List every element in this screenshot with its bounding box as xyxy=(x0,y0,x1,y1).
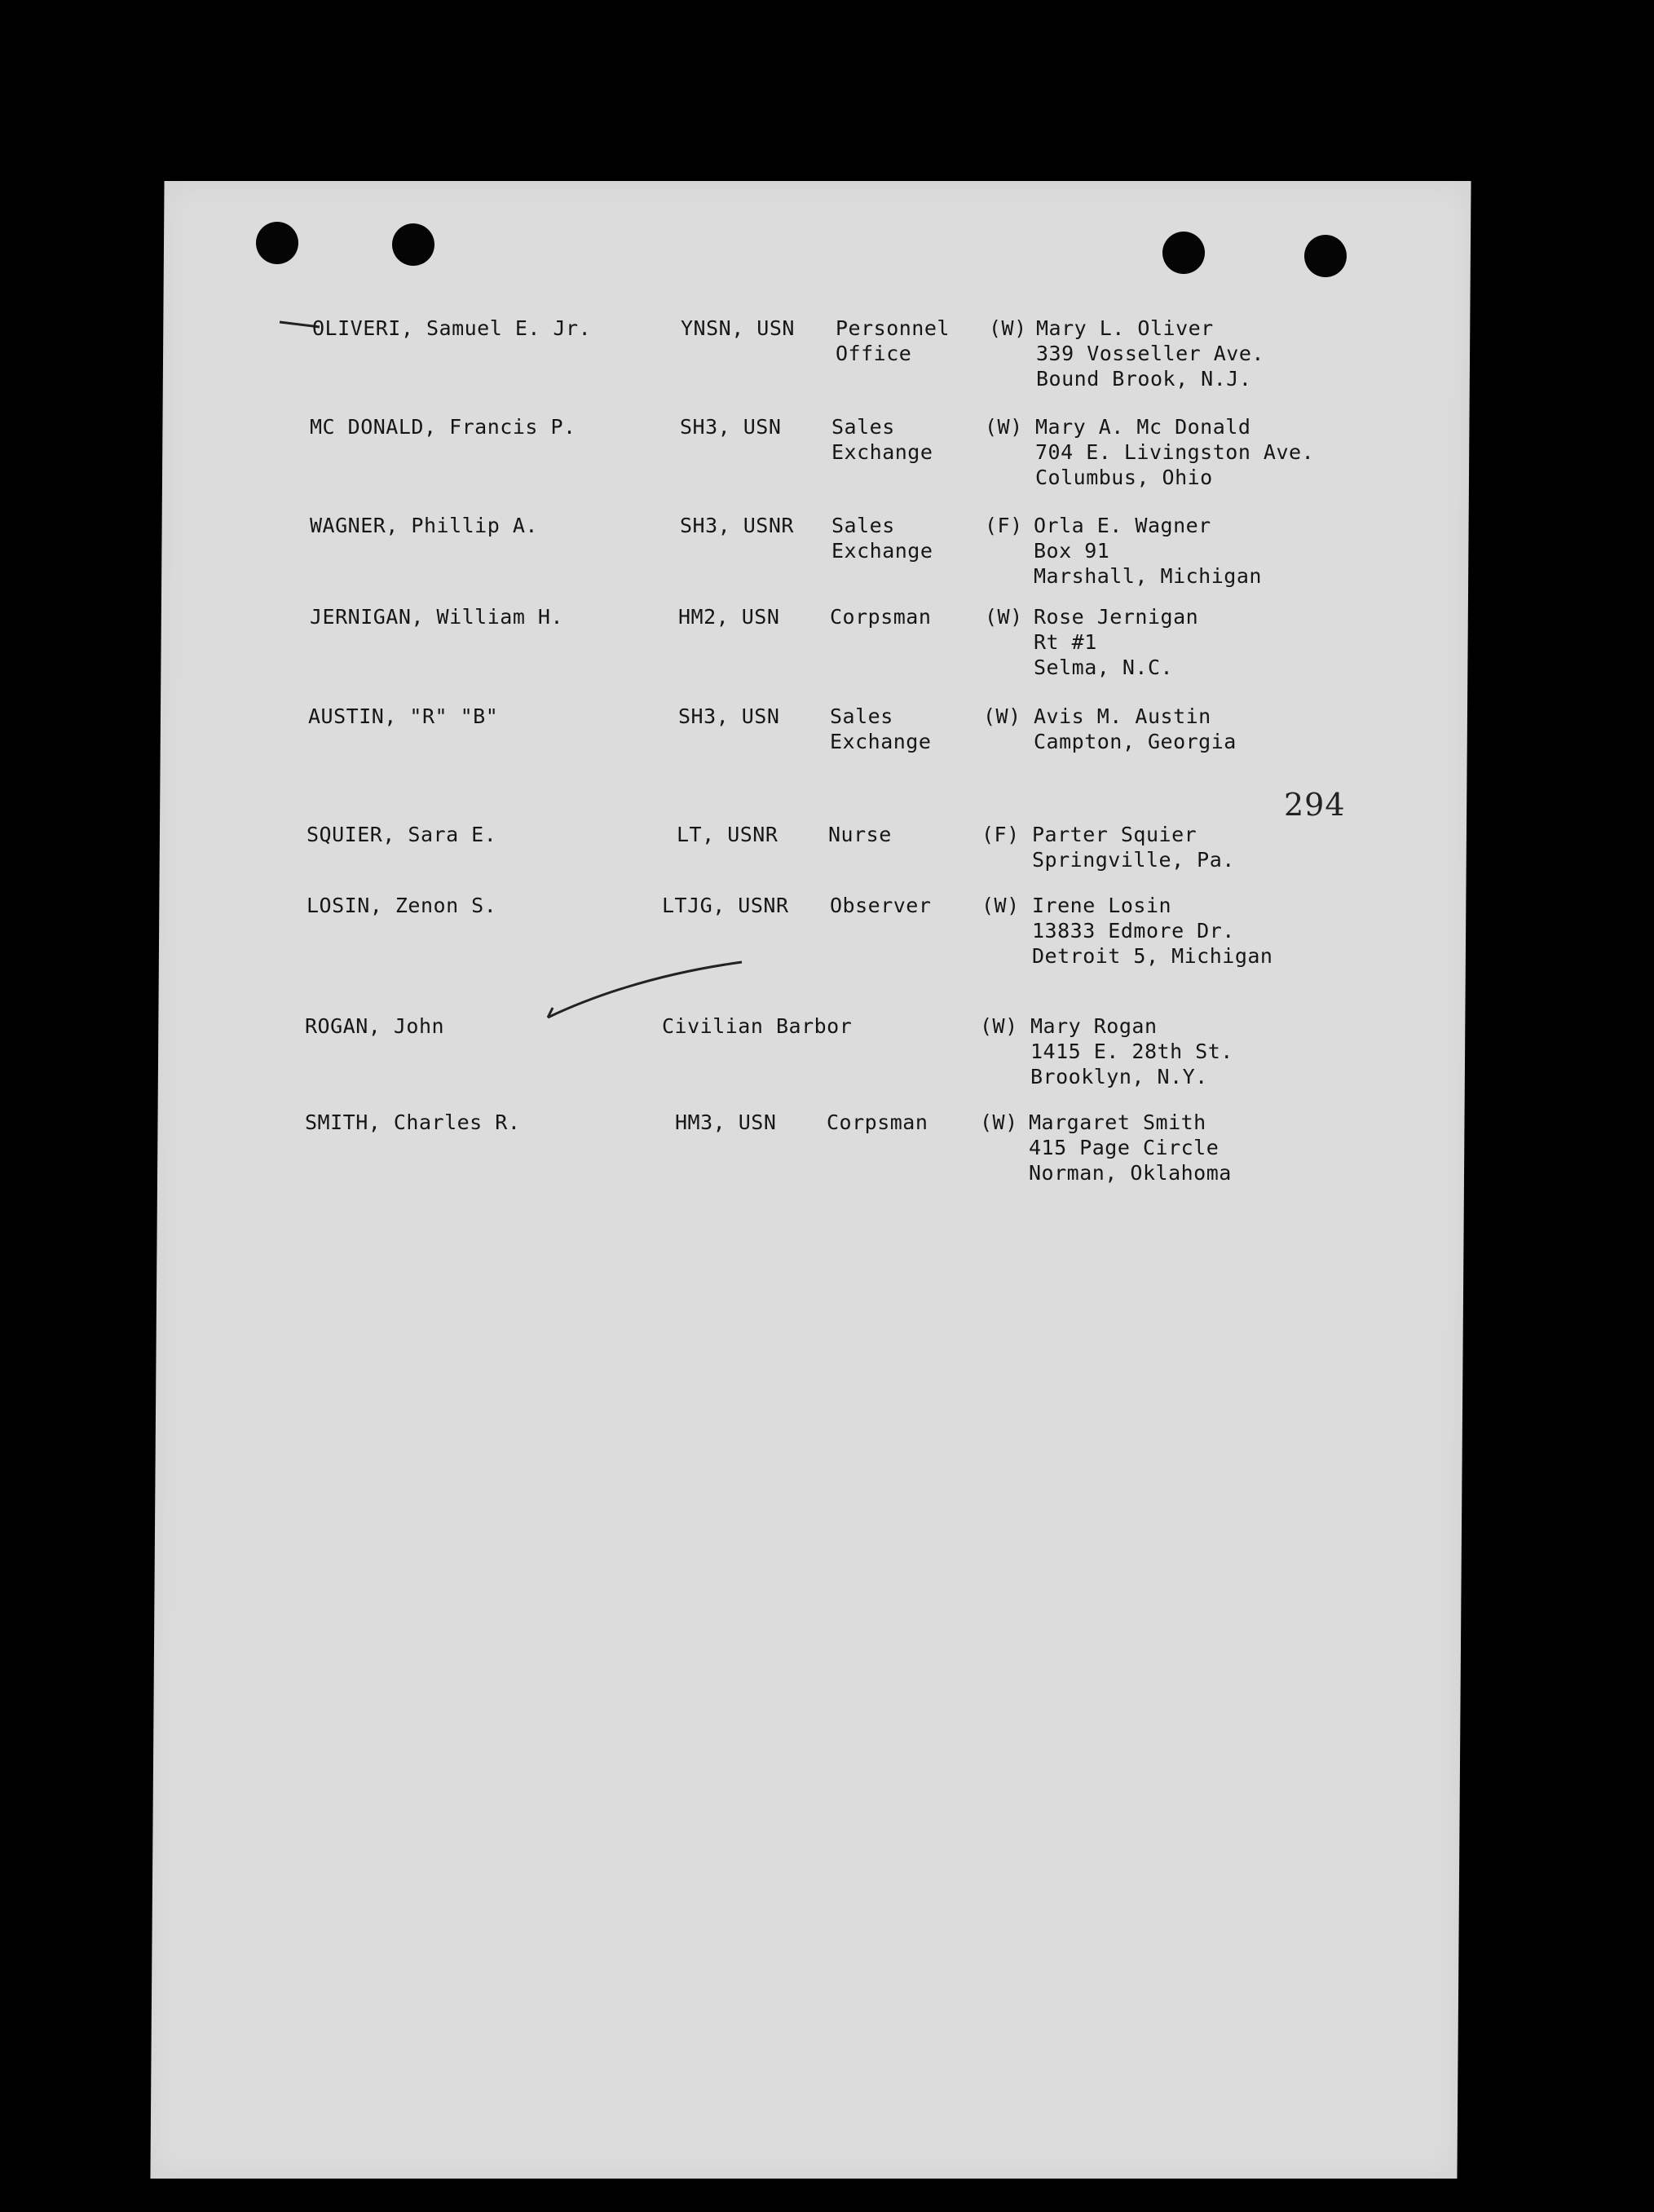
entry-relation: (W) xyxy=(980,1014,1018,1038)
address-line: 13833 Edmore Dr. xyxy=(1032,919,1235,943)
duty-line: Sales xyxy=(830,704,893,728)
entry-name: ROGAN, John xyxy=(305,1014,445,1038)
page-number: 294 xyxy=(1284,787,1346,823)
entry-rank: SH3, USN xyxy=(680,415,782,439)
address-line: Marshall, Michigan xyxy=(1034,564,1262,588)
address-line: 1415 E. 28th St. xyxy=(1030,1040,1233,1063)
entry-address xyxy=(1034,604,1343,680)
entry-name: AUSTIN, "R" "B" xyxy=(308,704,499,728)
duty-line: Nurse xyxy=(828,823,892,846)
address-line: Norman, Oklahoma xyxy=(1029,1161,1232,1185)
address-line: Mary L. Oliver xyxy=(1036,316,1214,340)
entry-name: SQUIER, Sara E. xyxy=(307,823,497,846)
entry-duty xyxy=(830,893,985,918)
duty-line: Exchange xyxy=(830,730,932,753)
entry-relation: (W) xyxy=(983,704,1021,728)
entry-relation: (W) xyxy=(989,316,1027,340)
address-line: 704 E. Livingston Ave. xyxy=(1035,440,1315,464)
entry-rank: SH3, USN xyxy=(678,704,780,728)
entry-duty xyxy=(827,1110,981,1135)
address-line: Campton, Georgia xyxy=(1034,730,1237,753)
entry-rank: HM2, USN xyxy=(678,605,780,629)
address-line: Mary A. Mc Donald xyxy=(1035,415,1251,439)
duty-line: Corpsman xyxy=(827,1110,928,1134)
entry-address xyxy=(1034,704,1343,754)
address-line: Selma, N.C. xyxy=(1034,656,1174,679)
duty-line: Sales xyxy=(831,514,895,537)
duty-line: Observer xyxy=(830,894,932,917)
entry-name: OLIVERI, Samuel E. Jr. xyxy=(312,316,592,340)
entry-name: WAGNER, Phillip A. xyxy=(310,514,538,537)
entry-civilian-role: Civilian Barbor xyxy=(662,1014,853,1038)
address-line: Mary Rogan xyxy=(1030,1014,1158,1038)
duty-line: Sales xyxy=(831,415,895,439)
entry-rank: HM3, USN xyxy=(675,1110,777,1134)
address-line: Detroit 5, Michigan xyxy=(1032,944,1273,968)
entry-relation: (W) xyxy=(985,415,1023,439)
entry-duty xyxy=(830,604,985,629)
address-line: 415 Page Circle xyxy=(1029,1136,1220,1159)
duty-line: Exchange xyxy=(831,440,933,464)
entry-name: SMITH, Charles R. xyxy=(305,1110,521,1134)
entry-rank: YNSN, USN xyxy=(681,316,795,340)
address-line: Rt #1 xyxy=(1034,630,1097,654)
entry-duty xyxy=(831,513,986,563)
address-line: Parter Squier xyxy=(1032,823,1197,846)
entry-duty xyxy=(828,822,983,847)
entry-relation: (W) xyxy=(980,1110,1018,1134)
duty-line: Office xyxy=(836,342,912,365)
address-line: Brooklyn, N.Y. xyxy=(1030,1065,1208,1088)
address-line: Springville, Pa. xyxy=(1032,848,1235,872)
entry-name: JERNIGAN, William H. xyxy=(310,605,564,629)
entry-relation: (W) xyxy=(981,894,1020,917)
duty-line: Exchange xyxy=(831,539,933,563)
address-line: Irene Losin xyxy=(1032,894,1172,917)
entry-relation: (W) xyxy=(985,605,1023,629)
address-line: Orla E. Wagner xyxy=(1034,514,1211,537)
entry-address xyxy=(1032,893,1342,969)
entry-rank: LT, USNR xyxy=(677,823,778,846)
address-line: Margaret Smith xyxy=(1029,1110,1206,1134)
address-line: Box 91 xyxy=(1034,539,1110,563)
entry-address xyxy=(1032,822,1342,872)
entry-name: MC DONALD, Francis P. xyxy=(310,415,576,439)
duty-line: Corpsman xyxy=(830,605,932,629)
entry-rank: SH3, USNR xyxy=(680,514,794,537)
address-line: 339 Vosseller Ave. xyxy=(1036,342,1264,365)
address-line: Columbus, Ohio xyxy=(1035,466,1213,489)
entry-duty xyxy=(831,414,986,465)
entry-relation: (F) xyxy=(981,823,1020,846)
duty-line: Personnel xyxy=(836,316,950,340)
entry-address xyxy=(1029,1110,1339,1185)
address-line: Bound Brook, N.J. xyxy=(1036,367,1252,391)
entry-relation: (F) xyxy=(985,514,1023,537)
entry-rank: LTJG, USNR xyxy=(662,894,789,917)
address-line: Avis M. Austin xyxy=(1034,704,1211,728)
entry-duty xyxy=(836,316,990,366)
entry-address xyxy=(1034,513,1343,589)
entry-address xyxy=(1036,316,1346,391)
entry-duty xyxy=(830,704,985,754)
entry-name: LOSIN, Zenon S. xyxy=(307,894,497,917)
address-line: Rose Jernigan xyxy=(1034,605,1199,629)
entry-address xyxy=(1035,414,1345,490)
entry-address xyxy=(1030,1013,1340,1089)
